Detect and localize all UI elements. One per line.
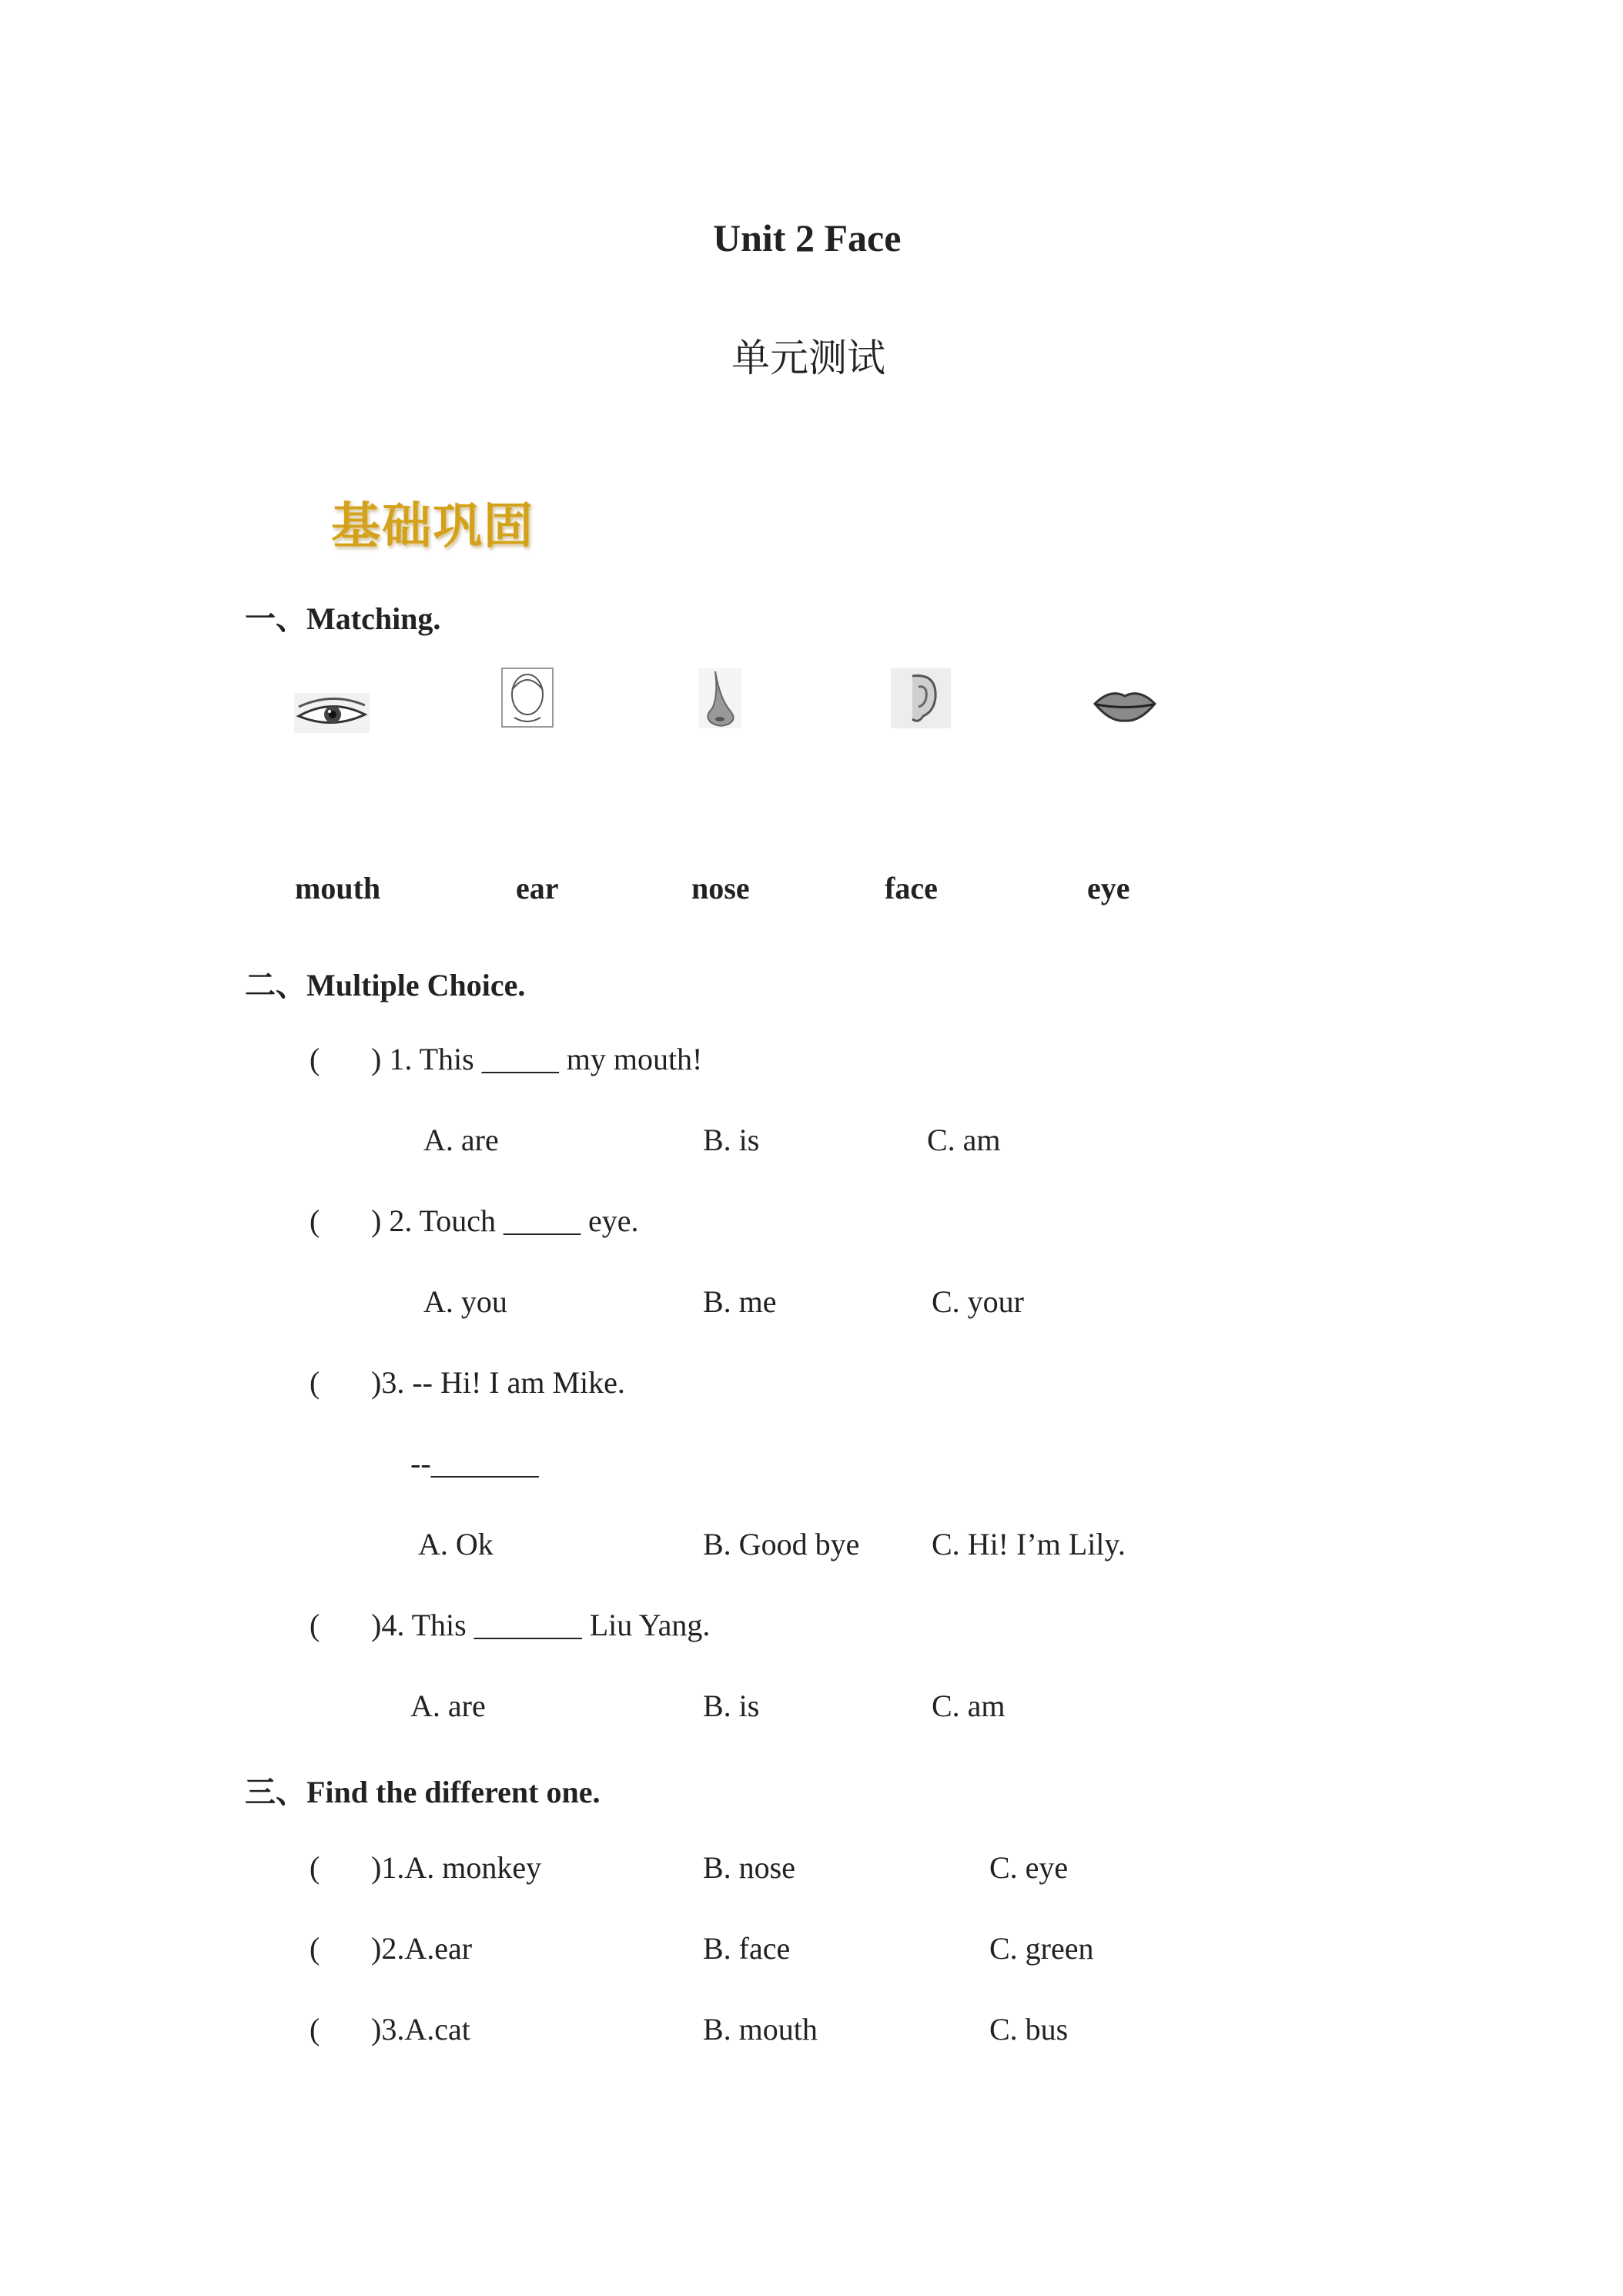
section1-heading: 一、Matching. bbox=[245, 601, 441, 636]
answer-bracket[interactable]: ( bbox=[310, 1042, 320, 1076]
face-picture bbox=[500, 667, 554, 728]
option-c: C. Hi! I’m Lily. bbox=[932, 1527, 1126, 1561]
match-word-face: face bbox=[885, 871, 938, 905]
option-a: A. are bbox=[410, 1689, 486, 1723]
match-word-nose: nose bbox=[691, 871, 750, 905]
page-title: Unit 2 Face bbox=[713, 216, 902, 259]
option-b: B. face bbox=[703, 1931, 791, 1966]
option-c: C. am bbox=[927, 1123, 1001, 1157]
option-b: B. is bbox=[703, 1123, 760, 1157]
match-word-ear: ear bbox=[516, 871, 559, 905]
option-b: B. is bbox=[703, 1689, 760, 1723]
option-c: C. your bbox=[932, 1284, 1024, 1319]
answer-bracket[interactable]: ( bbox=[310, 1365, 320, 1400]
question-stem: ) 1. This _____ my mouth! bbox=[371, 1042, 703, 1076]
option-a: A. you bbox=[423, 1284, 507, 1319]
answer-bracket[interactable]: ( bbox=[310, 2012, 320, 2047]
question-stem: )3. -- Hi! I am Mike. bbox=[371, 1365, 625, 1400]
option-c: C. am bbox=[932, 1689, 1006, 1723]
section-banner: 基础巩固 bbox=[331, 498, 534, 555]
answer-bracket[interactable]: ( bbox=[310, 1608, 320, 1642]
question-stem: ) 2. Touch _____ eye. bbox=[371, 1203, 639, 1238]
option-a: )1.A. monkey bbox=[371, 1850, 542, 1885]
section3-heading: 三、Find the different one. bbox=[245, 1775, 601, 1809]
answer-bracket[interactable]: ( bbox=[310, 1203, 320, 1238]
option-a: A. are bbox=[423, 1123, 499, 1157]
answer-bracket[interactable]: ( bbox=[310, 1931, 320, 1966]
option-b: B. me bbox=[703, 1284, 777, 1319]
nose-picture bbox=[698, 668, 741, 728]
question-stem: )4. This _______ Liu Yang. bbox=[371, 1608, 711, 1642]
eye-picture bbox=[294, 693, 370, 733]
match-word-mouth: mouth bbox=[295, 871, 381, 905]
option-c: C. bus bbox=[989, 2012, 1069, 2047]
match-word-eye: eye bbox=[1087, 871, 1130, 905]
answer-bracket[interactable]: ( bbox=[310, 1850, 320, 1885]
mouth-picture bbox=[1092, 684, 1158, 727]
reply-blank: --_______ bbox=[410, 1446, 539, 1481]
ear-picture bbox=[891, 668, 951, 728]
option-b: B. Good bye bbox=[703, 1527, 860, 1561]
option-c: C. green bbox=[989, 1931, 1094, 1966]
option-a: )3.A.cat bbox=[371, 2012, 470, 2047]
option-a: )2.A.ear bbox=[371, 1931, 473, 1966]
option-b: B. mouth bbox=[703, 2012, 818, 2047]
section2-heading: 二、Multiple Choice. bbox=[245, 968, 526, 1002]
option-c: C. eye bbox=[989, 1850, 1069, 1885]
page-subtitle: 单元测试 bbox=[731, 336, 885, 380]
option-a: A. Ok bbox=[418, 1527, 494, 1561]
option-b: B. nose bbox=[703, 1850, 795, 1885]
